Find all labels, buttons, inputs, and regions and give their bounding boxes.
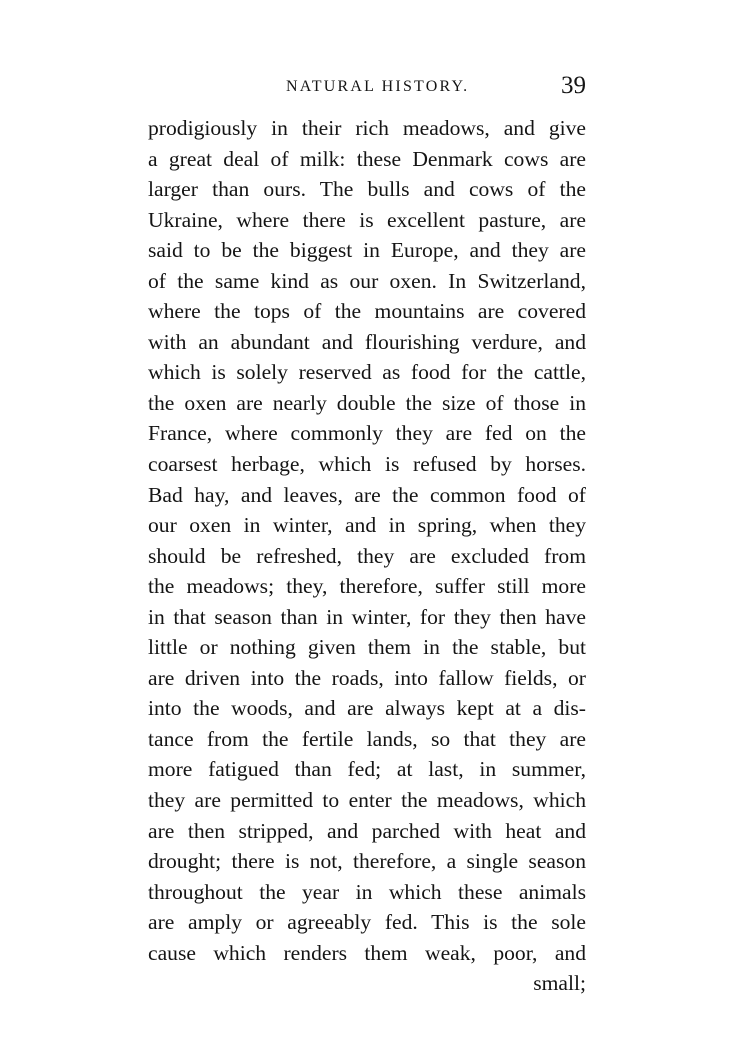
text-line: of the same kind as our oxen. In Switzerland, [148,268,586,293]
page-number: 39 [561,72,586,99]
text-line: are driven into the roads, into fallow fields, or [148,665,586,690]
text-line: our oxen in winter, and in spring, when they [148,513,586,538]
text-line: where the tops of the mountains are covered [148,299,586,324]
text-line: which is solely reserved as food for the cattle, [148,360,586,385]
running-head [148,72,586,106]
text-line: prodigiously in their rich meadows, and give [148,116,586,140]
text-line: with an abundant and flourishing verdure, and [148,329,586,354]
text-line: they are permitted to enter the meadows, which [148,788,586,813]
text-line: into the woods, and are always kept at a dis- [148,696,586,721]
text-line: cause which renders them weak, poor, and [148,940,586,965]
text-line: little or nothing given them in the stable, but [148,635,586,660]
text-line: are then stripped, and parched with heat and [148,818,586,843]
text-line: drought; there is not, therefore, a single season [148,849,586,874]
text-line: tance from the fertile lands, so that they are [148,726,586,751]
text-line: France, where commonly they are fed on the [148,421,586,446]
catchword-line: small; [533,971,586,996]
text-line: in that season than in winter, for they then have [148,604,586,629]
text-line: larger than ours. The bulls and cows of the [148,177,586,202]
text-line: Ukraine, where there is excellent pasture, are [148,207,586,232]
text-line: the meadows; they, therefore, suffer still more [148,574,586,599]
text-line: throughout the year in which these animals [148,879,586,904]
text-line: are amply or agreeably fed. This is the sole [148,910,586,935]
text-line: said to be the biggest in Europe, and they are [148,238,586,263]
running-title: NATURAL HISTORY. [286,78,470,95]
text-line: the oxen are nearly double the size of those in [148,390,586,415]
text-line: a great deal of milk: these Denmark cows are [148,146,586,171]
text-line: should be refreshed, they are excluded from [148,543,586,568]
text-line: coarsest herbage, which is refused by horses. [148,452,586,477]
text-line: more fatigued than fed; at last, in summer, [148,757,586,782]
body-text [148,113,586,999]
text-line: Bad hay, and leaves, are the common food of [148,482,586,507]
